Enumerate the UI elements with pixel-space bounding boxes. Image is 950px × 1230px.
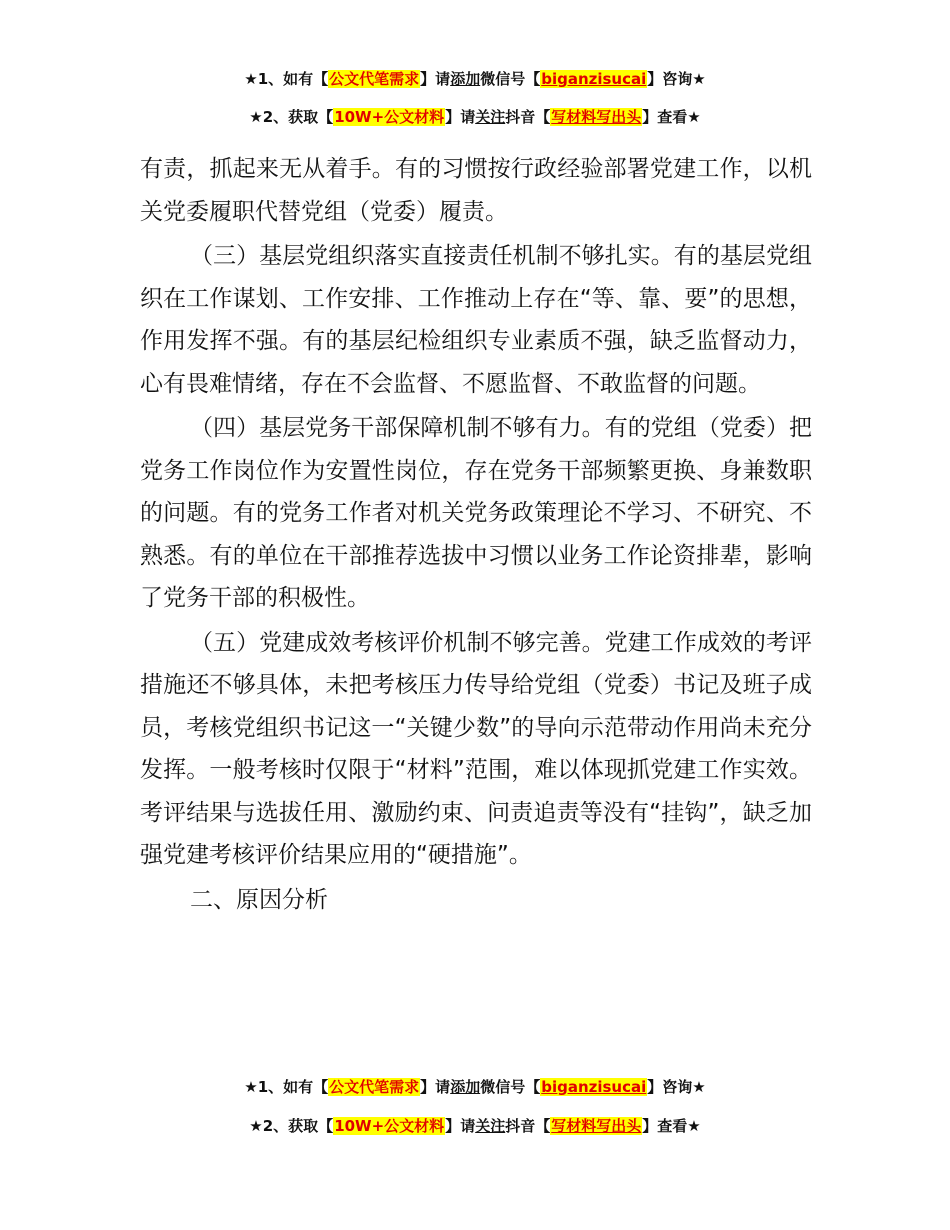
banner-underlined: 添加: [450, 70, 481, 88]
banner-highlight: 公文代笔需求: [329, 70, 420, 88]
top-banner-line-1: [0, 68, 950, 90]
banner-wechat-id: biganzisucai: [541, 1078, 647, 1096]
section-heading-2: 二、原因分析: [190, 886, 328, 913]
banner-text: 微信号【: [480, 70, 541, 88]
banner-underlined: 关注: [475, 108, 506, 126]
banner-douyin-id: 写材料写出头: [551, 108, 642, 126]
banner-text: 】请: [445, 108, 476, 126]
banner-text: 】咨询★: [647, 1078, 706, 1096]
bottom-banner-line-2: [0, 1115, 950, 1137]
banner-text: 】请: [420, 70, 451, 88]
banner-text: ★1、如有【: [244, 70, 329, 88]
paragraph-3: （三）基层党组织落实直接责任机制不够扎实。有的基层党组织在工作谋划、工作安排、工作推动上存在“等、靠、要”的思想，作用发挥不强。有的基层纪检组织专业素质不强，缺乏监督动力，心有畏难情绪，存在不会监督、不愿监督、不敢监督的问题。: [140, 243, 812, 397]
banner-text: 】查看★: [642, 1117, 701, 1135]
paragraph-continued: 有责，抓起来无从着手。有的习惯按行政经验部署党建工作，以机关党委履职代替党组（党委）履责。: [140, 156, 812, 225]
top-banner-line-2: [0, 106, 950, 128]
banner-highlight: 公文代笔需求: [329, 1078, 420, 1096]
banner-wechat-id: biganzisucai: [541, 70, 647, 88]
banner-highlight: 10W+公文材料: [334, 108, 445, 126]
banner-underlined: 关注: [475, 1117, 506, 1135]
banner-text: 】请: [445, 1117, 476, 1135]
banner-text: ★2、获取【: [249, 1117, 334, 1135]
banner-text: 微信号【: [480, 1078, 541, 1096]
bottom-banner-line-1: [0, 1076, 950, 1098]
banner-underlined: 添加: [450, 1078, 481, 1096]
banner-text: 抖音【: [505, 1117, 551, 1135]
banner-text: ★1、如有【: [244, 1078, 329, 1096]
banner-text: 】请: [420, 1078, 451, 1096]
banner-highlight: 10W+公文材料: [334, 1117, 445, 1135]
document-body: [140, 148, 812, 923]
banner-douyin-id: 写材料写出头: [551, 1117, 642, 1135]
banner-text: 】咨询★: [647, 70, 706, 88]
paragraph-4: （四）基层党务干部保障机制不够有力。有的党组（党委）把党务工作岗位作为安置性岗位，存在党务干部频繁更换、身兼数职的问题。有的党务工作者对机关党务政策理论不学习、不研究、不熟悉。有的单位在干部推荐选拔中习惯以业务工作论资排辈，影响了党务干部的积极性。: [140, 415, 812, 611]
banner-text: ★2、获取【: [249, 108, 334, 126]
banner-text: 抖音【: [505, 108, 551, 126]
paragraph-5: （五）党建成效考核评价机制不够完善。党建工作成效的考评措施还不够具体，未把考核压力传导给党组（党委）书记及班子成员，考核党组织书记这一“关键少数”的导向示范带动作用尚未充分发挥。一般考核时仅限于“材料”范围，难以体现抓党建工作实效。考评结果与选拔任用、激励约束、问责追责等没有“挂钩”，缺乏加强党建考核评价结果应用的“硬措施”。: [140, 629, 812, 868]
banner-text: 】查看★: [642, 108, 701, 126]
